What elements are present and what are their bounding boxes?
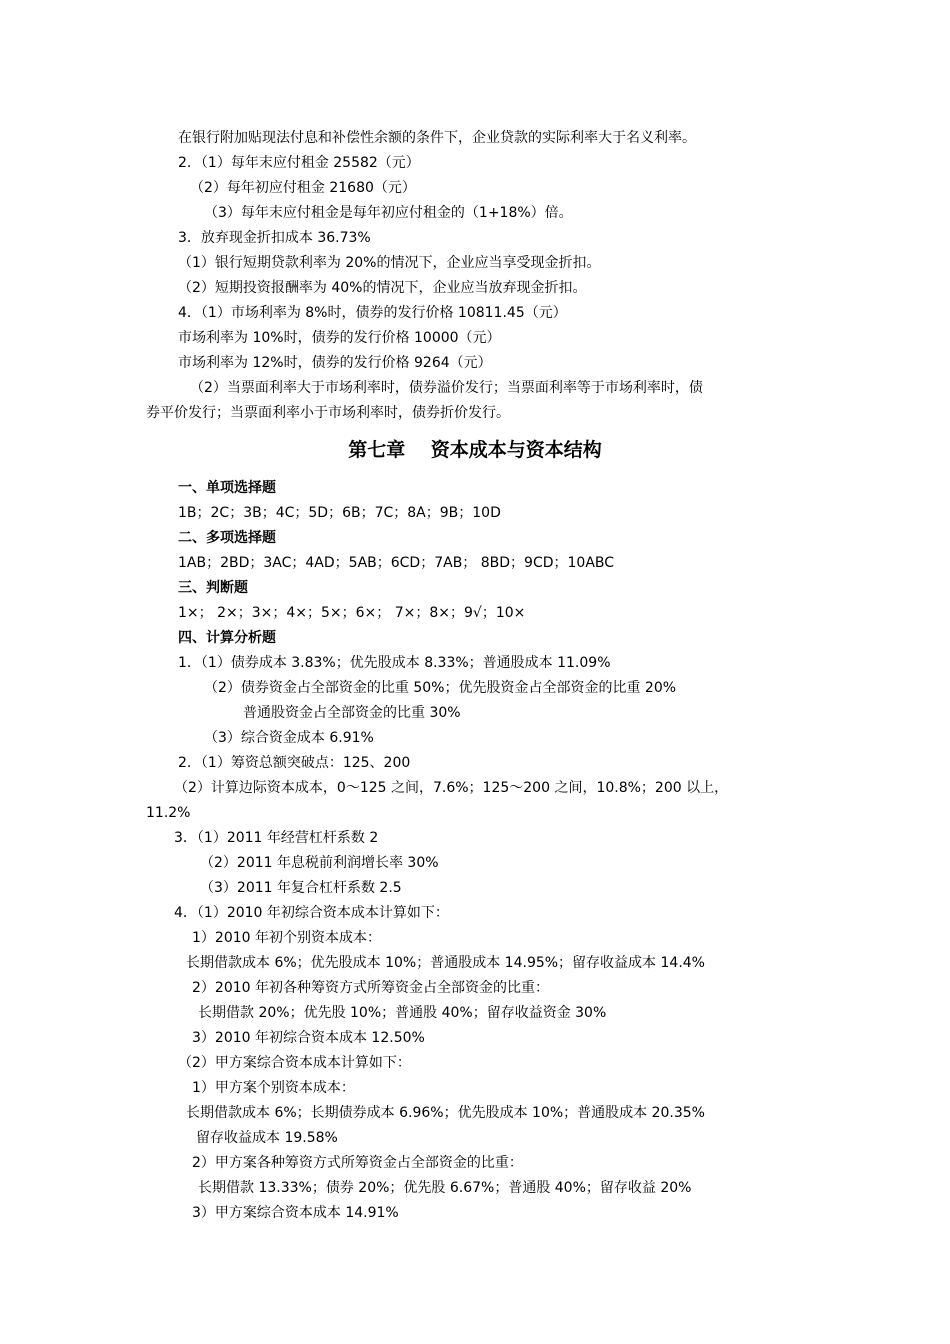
answer-line: 1B；2C；3B；4C；5D；6B；7C；8A；9B；10D [178,505,501,521]
answer-line: 1AB；2BD；3AC；4AD；5AB；6CD；7AB； 8BD；9CD；10ABC [178,555,615,571]
chapter-title: 第七章 资本成本与资本结构 [348,439,602,461]
text-line: 普通股资金占全部资金的比重 30% [243,705,461,721]
text-line: （2）计算边际资本成本，0～125 之间，7.6%；125～200 之间，10.8%；200 以上， [174,780,729,796]
text-line: 长期借款 20%；优先股 10%；普通股 40%；留存收益资金 30% [198,1005,607,1021]
text-line: （2）当票面利率大于市场利率时，债券溢价发行；当票面利率等于市场利率时，债 [190,380,703,396]
text-line: 券平价发行；当票面利率小于市场利率时，债券折价发行。 [146,405,510,421]
text-line: 留存收益成本 19.58% [196,1130,338,1146]
text-line: （3）综合资金成本 6.91% [204,730,374,746]
text-line: 2．（1）筹资总额突破点：125、200 [178,755,411,771]
text-line: 长期借款成本 6%；优先股成本 10%；普通股成本 14.95%；留存收益成本 14.4% [186,955,705,971]
text-line: （3）每年末应付租金是每年初应付租金的（1+18%）倍。 [204,205,573,221]
text-line: 1．（1）债券成本 3.83%；优先股成本 8.33%；普通股成本 11.09% [178,655,611,671]
text-line: 长期借款成本 6%；长期债券成本 6.96%；优先股成本 10%；普通股成本 20.35% [186,1105,705,1121]
text-line: 3）2010 年初综合资本成本 12.50% [192,1030,425,1046]
text-line: （2）债券资金占全部资金的比重 50%；优先股资金占全部资金的比重 20% [204,680,677,696]
text-line: 长期借款 13.33%；债券 20%；优先股 6.67%；普通股 40%；留存收益 20% [198,1180,692,1196]
text-line: 4．（1）市场利率为 8%时，债券的发行价格 10811.45（元） [178,305,567,321]
text-line: （2）短期投资报酬率为 40%的情况下，企业应当放弃现金折扣。 [178,280,587,296]
text-line: 2）甲方案各种筹资方式所筹资金占全部资金的比重： [192,1155,523,1171]
section-heading: 一、单项选择题 [178,480,276,496]
text-line: 3．（1）2011 年经营杠杆系数 2 [174,830,379,846]
text-line: 1）甲方案个别资本成本： [192,1080,355,1096]
text-line: （2）甲方案综合资本成本计算如下： [178,1055,411,1071]
text-line: 在银行附加贴现法付息和补偿性余额的条件下，企业贷款的实际利率大于名义利率。 [178,130,696,146]
text-line: （1）银行短期贷款利率为 20%的情况下，企业应当享受现金折扣。 [178,255,601,271]
section-heading: 二、多项选择题 [178,530,276,546]
section-heading: 三、判断题 [178,580,248,596]
text-line: 3．放弃现金折扣成本 36.73% [178,230,371,246]
text-line: 2．（1）每年末应付租金 25582（元） [178,155,420,171]
text-line: 市场利率为 12%时，债券的发行价格 9264（元） [178,355,492,371]
text-line: 1）2010 年初个别资本成本： [192,930,381,946]
answer-line: 1×； 2×；3×；4×；5×；6×； 7×；8×；9√；10× [178,605,526,621]
text-line: 4．（1）2010 年初综合资本成本计算如下： [174,905,449,921]
section-heading: 四、计算分析题 [178,630,276,646]
text-line: （3）2011 年复合杠杆系数 2.5 [200,880,402,896]
text-line: （2）每年初应付租金 21680（元） [190,180,416,196]
text-line: 2）2010 年初各种筹资方式所筹资金占全部资金的比重： [192,980,549,996]
text-line: 3）甲方案综合资本成本 14.91% [192,1205,399,1221]
text-line: 11.2% [146,805,191,821]
text-line: 市场利率为 10%时，债券的发行价格 10000（元） [178,330,501,346]
text-line: （2）2011 年息税前利润增长率 30% [200,855,439,871]
